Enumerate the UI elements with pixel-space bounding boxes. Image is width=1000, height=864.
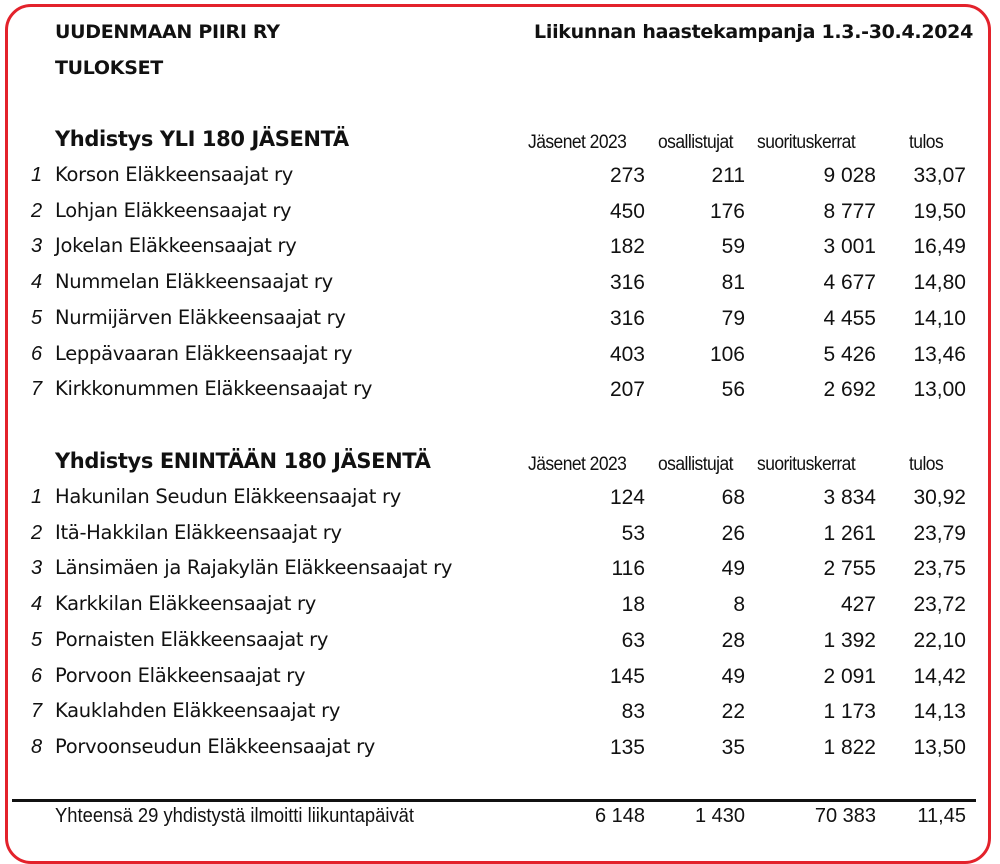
rank-number: 3	[31, 235, 43, 258]
association-name: Länsimäen ja Rajakylän Eläkkeensaajat ry	[55, 556, 453, 580]
result-value: 33,07	[913, 164, 966, 187]
result-value: 30,92	[913, 486, 966, 509]
association-name: Kirkkonummen Eläkkeensaajat ry	[55, 377, 373, 401]
rank-number: 8	[31, 735, 43, 758]
rank-number: 5	[31, 628, 43, 651]
sessions-value: 1 261	[823, 521, 876, 545]
rank-number: 4	[31, 593, 43, 616]
participants-value: 35	[721, 735, 745, 759]
association-name: Leppävaaran Eläkkeensaajat ry	[55, 341, 353, 365]
sessions-value: 1 173	[823, 700, 876, 724]
participants-value: 28	[721, 628, 745, 652]
rank-number: 3	[31, 557, 43, 580]
association-name: Kauklahden Eläkkeensaajat ry	[55, 699, 341, 723]
participants-value: 211	[711, 164, 745, 187]
members-value: 124	[609, 486, 645, 509]
result-value: 14,42	[913, 664, 966, 688]
sessions-value: 427	[840, 593, 876, 617]
rank-number: 4	[31, 271, 43, 294]
association-name: Nummelan Eläkkeensaajat ry	[55, 270, 333, 294]
rank-number: 2	[31, 521, 43, 544]
column-header: tulos	[909, 132, 944, 153]
column-header: Jäsenet 2023	[528, 454, 627, 475]
total-members: 6 148	[594, 805, 645, 827]
org-title: UUDENMAAN PIIRI RY	[55, 21, 280, 43]
column-header: osallistujat	[658, 454, 733, 475]
result-value: 13,50	[913, 735, 966, 759]
section-title: Yhdistys ENINTÄÄN 180 JÄSENTÄ	[55, 449, 431, 473]
participants-value: 79	[721, 306, 745, 330]
total-sessions: 70 383	[814, 805, 876, 827]
column-header: Jäsenet 2023	[528, 132, 627, 153]
column-header: suorituskerrat	[757, 132, 856, 153]
association-name: Hakunilan Seudun Eläkkeensaajat ry	[55, 485, 401, 508]
result-value: 16,49	[913, 235, 966, 259]
participants-value: 59	[721, 235, 745, 259]
column-header: suorituskerrat	[757, 454, 856, 475]
column-header: osallistujat	[658, 132, 733, 153]
sessions-value: 2 755	[823, 557, 876, 581]
rank-number: 1	[31, 486, 43, 508]
rank-number: 1	[31, 164, 43, 186]
participants-value: 176	[709, 199, 745, 223]
total-participants: 1 430	[694, 805, 745, 827]
column-header: tulos	[909, 454, 944, 475]
members-value: 403	[609, 342, 645, 366]
members-value: 316	[609, 271, 645, 295]
members-value: 182	[609, 235, 645, 259]
sessions-value: 3 834	[823, 486, 876, 509]
members-value: 116	[611, 557, 645, 581]
campaign-title: Liikunnan haastekampanja 1.3.-30.4.2024	[534, 21, 973, 43]
participants-value: 68	[721, 486, 745, 509]
association-name: Korson Eläkkeensaajat ry	[55, 163, 293, 186]
rank-number: 6	[31, 342, 43, 365]
members-value: 316	[609, 306, 645, 330]
result-value: 13,00	[913, 378, 966, 402]
association-name: Pornaisten Eläkkeensaajat ry	[55, 627, 329, 651]
association-name: Lohjan Eläkkeensaajat ry	[55, 198, 292, 222]
result-value: 19,50	[913, 199, 966, 223]
participants-value: 26	[721, 521, 745, 545]
association-name: Itä-Hakkilan Eläkkeensaajat ry	[55, 520, 342, 544]
members-value: 63	[621, 628, 645, 652]
participants-value: 22	[721, 700, 745, 724]
association-name: Porvoonseudun Eläkkeensaajat ry	[55, 734, 376, 758]
total-label: Yhteensä 29 yhdistystä ilmoitti liikuntapäivät	[55, 805, 415, 827]
sessions-value: 1 822	[823, 735, 876, 759]
members-value: 53	[621, 521, 645, 545]
participants-value: 56	[721, 378, 745, 402]
result-value: 13,46	[913, 342, 966, 366]
sessions-value: 3 001	[823, 235, 876, 259]
result-value: 22,10	[913, 628, 966, 652]
sessions-value: 2 692	[823, 378, 876, 402]
association-name: Porvoon Eläkkeensaajat ry	[55, 663, 306, 687]
sessions-value: 9 028	[823, 164, 876, 187]
total-divider	[12, 799, 976, 802]
members-value: 207	[609, 378, 645, 402]
sessions-value: 5 426	[823, 342, 876, 366]
section-title: Yhdistys YLI 180 JÄSENTÄ	[55, 127, 349, 151]
members-value: 18	[621, 593, 645, 617]
association-name: Karkkilan Eläkkeensaajat ry	[55, 592, 316, 616]
sessions-value: 4 677	[823, 271, 876, 295]
result-value: 23,75	[913, 557, 966, 581]
members-value: 450	[609, 199, 645, 223]
members-value: 83	[621, 700, 645, 724]
rank-number: 5	[31, 306, 43, 329]
result-value: 23,79	[913, 521, 966, 545]
participants-value: 106	[709, 342, 745, 366]
result-value: 14,80	[913, 271, 966, 295]
rank-number: 6	[31, 664, 43, 687]
members-value: 135	[609, 735, 645, 759]
sessions-value: 8 777	[823, 199, 876, 223]
sessions-value: 4 455	[823, 306, 876, 330]
sessions-value: 2 091	[823, 664, 876, 688]
rank-number: 2	[31, 199, 43, 222]
participants-value: 81	[721, 271, 745, 295]
result-value: 14,10	[913, 306, 966, 330]
association-name: Nurmijärven Eläkkeensaajat ry	[55, 305, 346, 329]
participants-value: 8	[733, 593, 745, 617]
participants-value: 49	[721, 557, 745, 581]
result-value: 23,72	[913, 593, 966, 617]
participants-value: 49	[721, 664, 745, 688]
total-result: 11,45	[917, 805, 966, 827]
results-subtitle: TULOKSET	[55, 57, 163, 79]
members-value: 145	[609, 664, 645, 688]
members-value: 273	[609, 164, 645, 187]
rank-number: 7	[31, 700, 43, 723]
association-name: Jokelan Eläkkeensaajat ry	[55, 234, 297, 258]
rank-number: 7	[31, 378, 43, 401]
result-value: 14,13	[913, 700, 966, 724]
sessions-value: 1 392	[823, 628, 876, 652]
